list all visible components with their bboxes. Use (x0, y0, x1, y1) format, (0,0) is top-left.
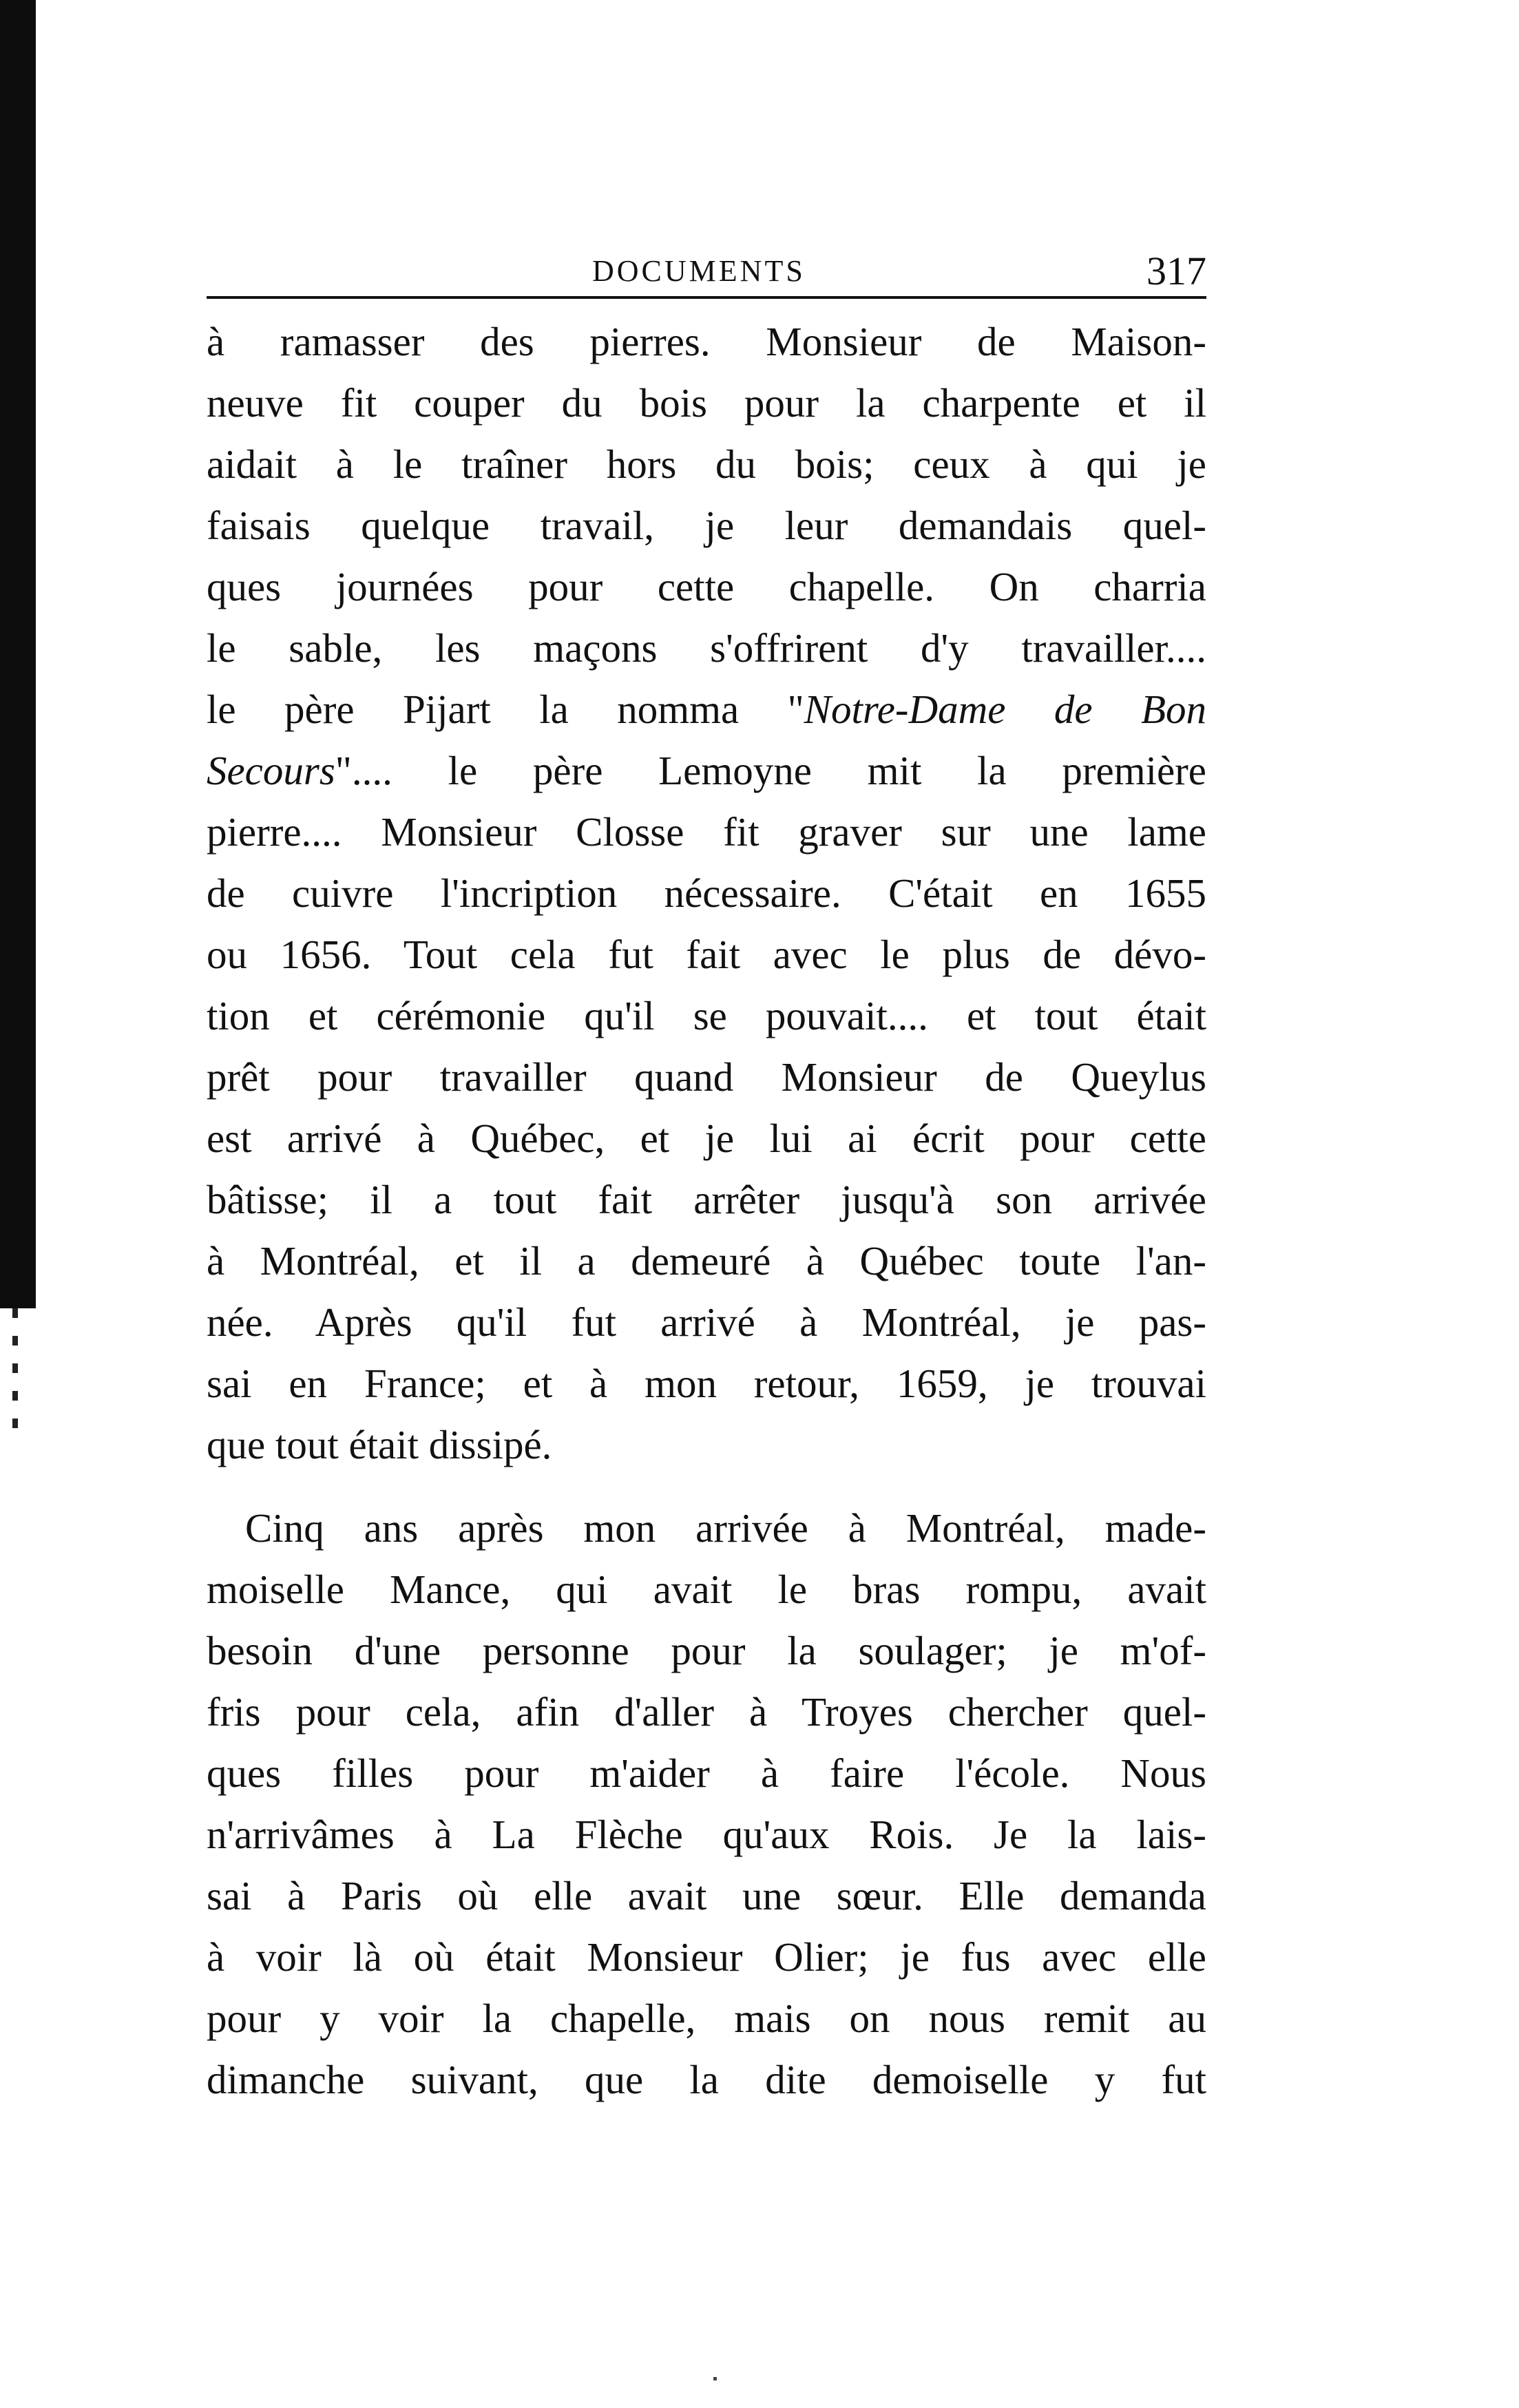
text-line: de cuivre l'incription nécessaire. C'était en 1655 (207, 870, 1206, 916)
text-line: faisais quelque travail, je leur demandais quel- (207, 503, 1206, 548)
text-line: sai en France; et à mon retour, 1659, je trouvai (207, 1361, 1206, 1406)
text-line: ques journées pour cette chapelle. On charria (207, 564, 1206, 609)
running-title: DOCUMENTS (592, 254, 806, 288)
running-head (207, 248, 1206, 299)
italic-title-run: Notre-Dame de Bon (804, 687, 1206, 732)
page-number: 317 (1146, 249, 1206, 293)
body-text (207, 311, 1206, 2111)
text-line (207, 740, 1206, 802)
book-page (207, 248, 1206, 2111)
text-line: pierre.... Monsieur Closse fit graver sur une lame (207, 809, 1206, 855)
text-line: fris pour cela, afin d'aller à Troyes chercher quel- (207, 1689, 1206, 1735)
text-line: à ramasser des pierres. Monsieur de Maison- (207, 319, 1206, 364)
text-line: que tout était dissipé. (207, 1422, 552, 1467)
text-line: moiselle Mance, qui avait le bras rompu, avait (207, 1567, 1206, 1612)
text-line: le sable, les maçons s'offrirent d'y travailler.... (207, 625, 1206, 671)
text-line: neuve fit couper du bois pour la charpente et il (207, 380, 1206, 426)
binding-edge-marks (12, 1308, 18, 1446)
text-run: le père Pijart la nomma " (207, 687, 804, 732)
text-line: sai à Paris où elle avait une sœur. Elle demanda (207, 1873, 1206, 1918)
text-line: est arrivé à Québec, et je lui ai écrit pour cette (207, 1116, 1206, 1161)
italic-title-run: Secours (207, 748, 335, 793)
text-line: tion et cérémonie qu'il se pouvait.... et tout était (207, 993, 1206, 1038)
paragraph-1 (207, 311, 1206, 1476)
scan-speck (713, 2377, 717, 2380)
binding-edge (0, 0, 36, 1308)
paragraph-gap (207, 1476, 1206, 1498)
text-line: n'arrivâmes à La Flèche qu'aux Rois. Je la lais- (207, 1812, 1206, 1857)
text-line: Cinq ans après mon arrivée à Montréal, made- (245, 1505, 1206, 1551)
text-line (207, 679, 1206, 740)
text-line: bâtisse; il a tout fait arrêter jusqu'à son arrivée (207, 1177, 1206, 1222)
text-line: à voir là où était Monsieur Olier; je fus avec elle (207, 1934, 1206, 1980)
text-line: à Montréal, et il a demeuré à Québec toute l'an- (207, 1238, 1206, 1284)
text-run: ".... le père Lemoyne mit la première (335, 748, 1206, 793)
text-line: ques filles pour m'aider à faire l'école. Nous (207, 1750, 1206, 1796)
text-line: prêt pour travailler quand Monsieur de Queylus (207, 1054, 1206, 1100)
text-line: besoin d'une personne pour la soulager; je m'of- (207, 1628, 1206, 1673)
text-line: née. Après qu'il fut arrivé à Montréal, je pas- (207, 1299, 1206, 1345)
paragraph-2 (207, 1498, 1206, 2111)
text-line: ou 1656. Tout cela fut fait avec le plus de dévo- (207, 932, 1206, 977)
text-line: aidait à le traîner hors du bois; ceux à qui je (207, 441, 1206, 487)
text-line: dimanche suivant, que la dite demoiselle y fut (207, 2057, 1206, 2102)
text-line: pour y voir la chapelle, mais on nous remit au (207, 1996, 1206, 2041)
